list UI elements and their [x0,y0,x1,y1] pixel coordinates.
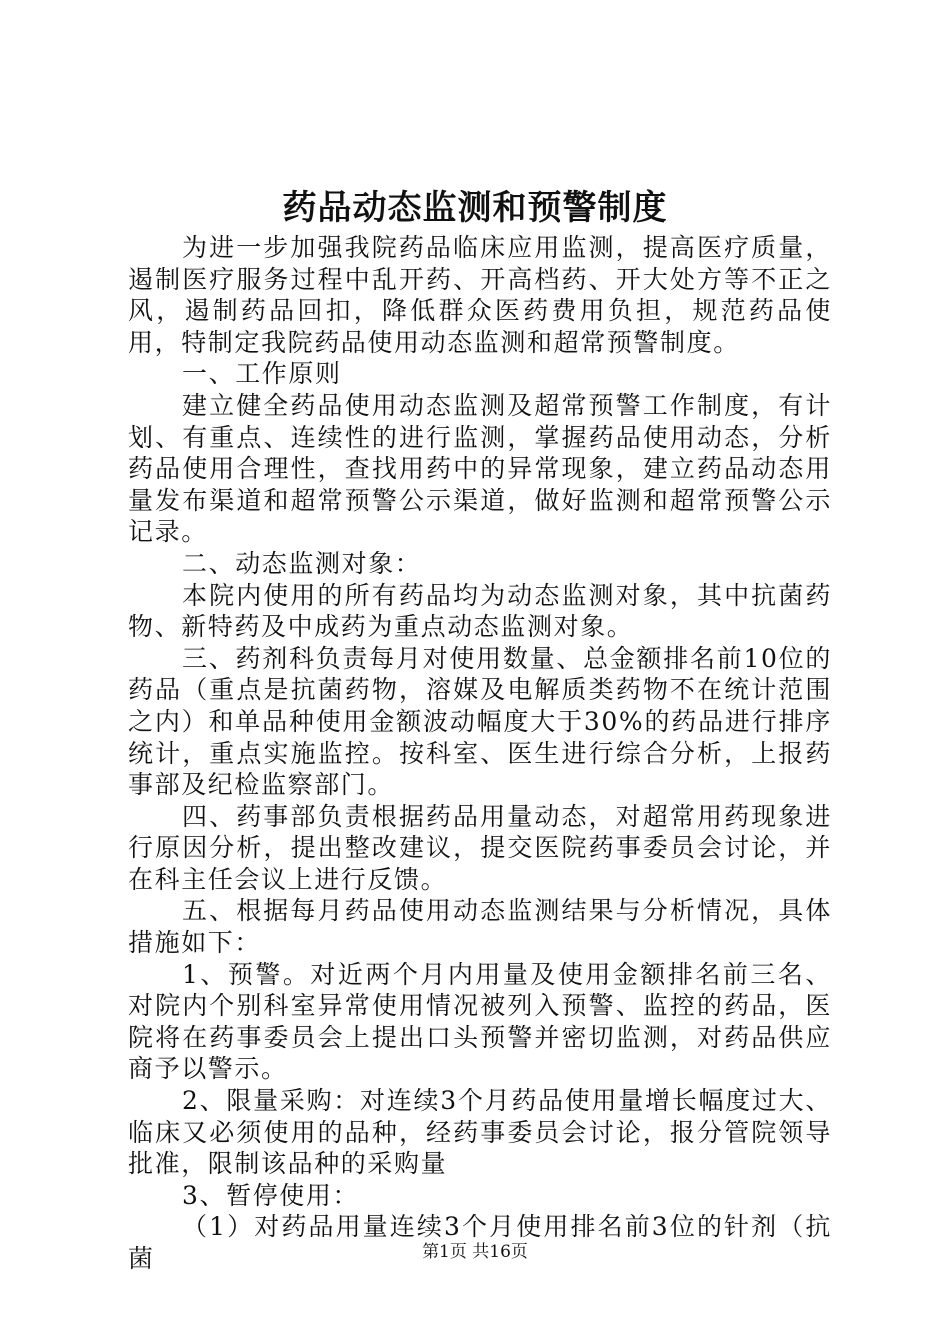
paragraph-measure-warning: 1、预警。对近两个月内用量及使用金额排名前三名、对院内个别科室异常使用情况被列入预警、监控的药品，医院将在药事委员会上提出口头预警并密切监测，对药品供应商予以警示。 [128,959,832,1084]
paragraph-measure-limit: 2、限量采购：对连续3个月药品使用量增长幅度过大、临床又必须使用的品种，经药事委员会讨论，报分管院领导批准，限制该品种的采购量 [128,1086,832,1179]
document-body [128,232,832,1275]
paragraph-measure-suspend-1: （1）对药品用量连续3个月使用排名前3位的针剂（抗菌 [128,1212,832,1273]
paragraph-pharmacy-affairs: 四、药事部负责根据药品用量动态，对超常用药现象进行原因分析，提出整改建议，提交医院药事委员会讨论，并在科主任会议上进行反馈。 [128,801,832,894]
paragraph-measure-suspend: 3、暂停使用： [182,1180,360,1210]
paragraph-measures: 五、根据每月药品使用动态监测结果与分析情况，具体措施如下： [128,896,832,958]
paragraph-principles: 建立健全药品使用动态监测及超常预警工作制度，有计划、有重点、连续性的进行监测，掌握药品使用动态，分析药品使用合理性，查找用药中的异常现象，建立药品动态用量发布渠道和超常预警公示渠道，做好监测和超常预警公示记录。 [128,390,832,547]
paragraph-intro: 为进一步加强我院药品临床应用监测，提高医疗质量，遏制医疗服务过程中乱开药、开高档药、开大处方等不正之风，遏制药品回扣，降低群众医药费用负担，规范药品使用，特制定我院药品使用动态监测和超常预警制度。 [128,233,832,357]
document-title: 药品动态监测和预警制度 [282,188,668,228]
page-footer: 第1页 共16页 [422,1242,528,1262]
paragraph-pharmacy-duty: 三、药剂科负责每月对使用数量、总金额排名前10位的药品（重点是抗菌药物，溶媒及电解质类药物不在统计范围之内）和单品种使用金额波动幅度大于30%的药品进行排序统计，重点实施监控。按科室、医生进行综合分析，上报药事部及纪检监察部门。 [128,643,832,800]
heading-monitoring-targets: 二、动态监测对象： [182,548,422,578]
paragraph-monitoring-targets: 本院内使用的所有药品均为动态监测对象，其中抗菌药物、新特药及中成药为重点动态监测对象。 [128,580,832,642]
heading-work-principles: 一、工作原则 [182,359,342,389]
